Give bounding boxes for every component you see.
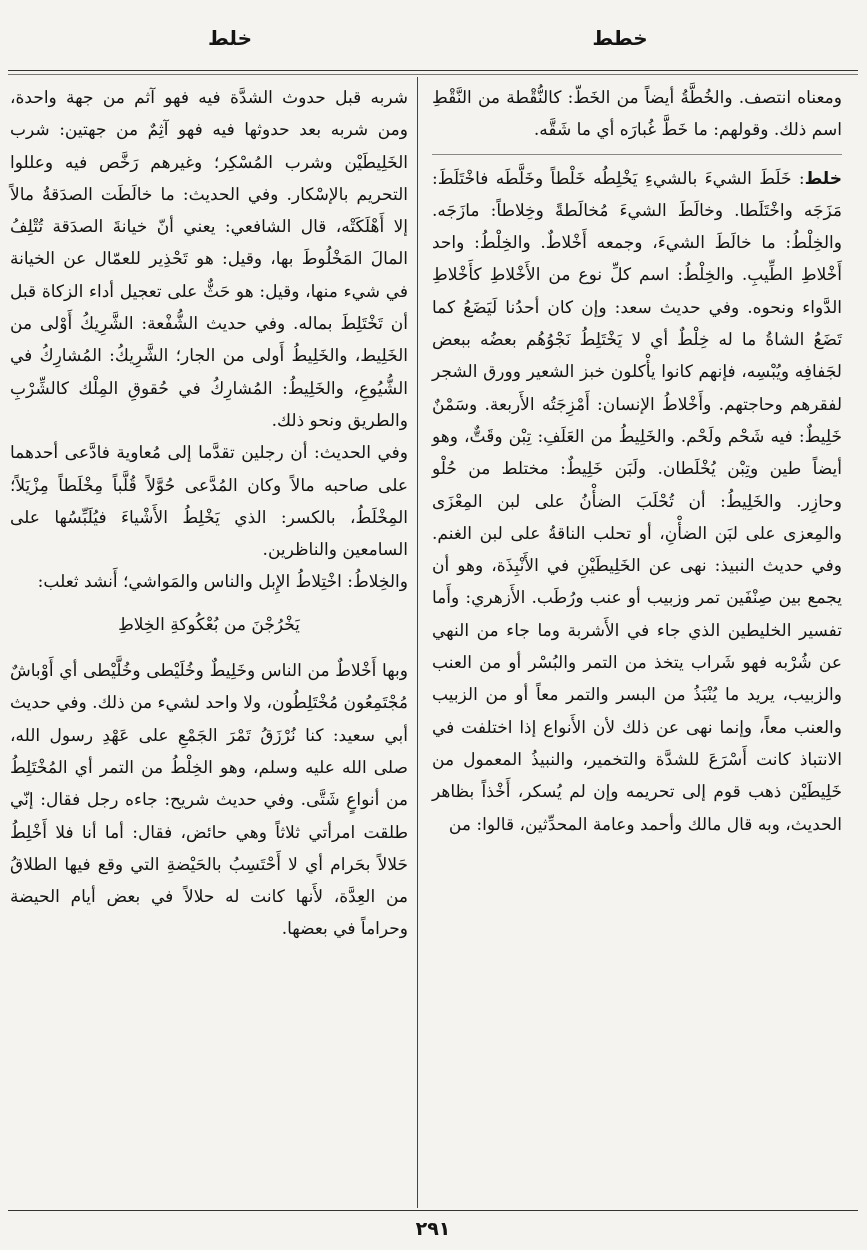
- column-divider: [417, 77, 418, 1208]
- page-number: ٢٩١: [415, 1218, 451, 1240]
- left-column-paragraph-4: وبها أَخْلاطٌ من الناس وخَلِيطٌ وخُلَيْطى وخُلَّيْطى أي أَوْباشٌ مُجْتَمِعُون مُخْتَلِطُون، ولا واحد لشيء من ذلك. وفي حديث أبي سعيد: كنا نُرْزَقُ تَمْرَ الجَمْعِ على عَهْدِ رسول الله، صلى الله عليه وسلم، وهو الخِلْطُ من التمر أي المُخْتَلِطُ من أنواعٍ شَتَّى. وفي حديث شريح: جاءه رجل فقال: إنّي طلقت امرأتي ثلاثاً وهي حائض، فقال: أما أنا فلا أَخْلِطُ حَلالاً بحَرام أي لا أَحْتَسِبُ بالحَيْضةِ التي وقع فيها الطلاقُ من العِدَّة، لأَنها كانت له حلالاً في بعض أيام الحيضة وحراماً في بعضها.: [10, 661, 408, 940]
- right-column: [432, 82, 842, 841]
- running-head-left: خلط: [208, 26, 252, 50]
- left-column: [10, 82, 408, 946]
- entry-headword: خلط: [804, 168, 842, 189]
- left-column-paragraph-2: وفي الحديث: أن رجلين تقدَّما إلى مُعاوية فادَّعى أحدهما على صاحبه مالاً وكان المُدَّعى حُوَّلاً قُلَّباً مِخْلَطاً مِزْيَلاً؛ المِخْلَطُ، بالكسر: الذي يَخْلِطُ الأَشْياءَ فيُلَبِّسُها على السامعين والناظرين.: [10, 443, 408, 561]
- left-column-paragraph-3: والخِلاطُ: اخْتِلاطُ الإِبل والناس والمَواشي؛ أَنشد ثعلب:: [37, 572, 408, 593]
- header-rule: [8, 70, 858, 71]
- running-head-right: خطط: [592, 26, 648, 50]
- entry-body: : خَلَطَ الشيءَ بالشيءِ يَخْلِطُه خَلْطاً وخَلَّطَه فاخْتَلَطَ: مَزَجَه واخْتَلَطا. وخالَطَ الشيءَ مُخالَطةً وخِلاطاً: مازَجَه. والخِلْطُ: ما خالَطَ الشيءَ، وجمعه أَخْلاطٌ. والخِلْطُ: واحد أَخْلاطِ الطِّيبِ. والخِلْطُ: اسم كلِّ نوع من الأَخْلاطِ كأَخْلاطِ الدَّواء ونحوه. وفي حديث سعد: وإن كان أحدُنا لَيَضَعُ كما تَضَعُ الشاةُ ما له خِلْطٌ أي لا يَخْتَلِطُ نَجْوُهُم بعضُه ببعض لجَفافِه ويُبْسِه، فإنهم كانوا يأْكلون خبز الشعير وورق الشجر لفقرهم وحاجتهم. وأَخْلاطُ الإنسان: أَمْزِجَتُه الأَربعة. وسَمْنٌ خَلِيطٌ: فيه شَحْم ولَحْم. والخَلِيطُ من العَلَفِ: تِبْن وقَتٌّ، وهو أيضاً طين وتِبْن يُخْلَطان. ولَبَن خَلِيطٌ: مختلط من حُلْو وحازِر. والخَلِيطُ: أن تُحْلَبَ الضأْنُ على لبن المِعْزَى والمِعزى على لبَن الضأْنِ، أو تحلب الناقةُ على لبن الغنم. وفي حديث النبيذ: نهى عن الخَلِيطَيْنِ في الأَنْبِذَة، وهو أن يجمع بين صِنْفَين تمر وزبيب أو عنب ورُطَب. الأَزهري: وأَما تفسير الخليطين الذي جاء في الأَشربة وما جاء من النهي عن شُرْبه فهو شَراب يتخذ من التمر والبُسْر أو من العنب والزبيب، يريد ما يُنْبَذُ من البسر والتمر معاً أو من الزبيب والعنب معاً، وإنما نهى عن ذلك لأن الأَنواع إذا اختلفت في الانتباذ كانت أَسْرَعَ للشدَّة والتخمير، والنبيذُ المعمول من خَلِيطَيْن ذهب قوم إلى تحريمه وإن لم يُسكر، أَخْذاً بظاهر الحديث، وبه قال مالك وأحمد وعامة المحدِّثين، قالوا: من: [432, 168, 842, 835]
- entry-separator: [432, 154, 842, 155]
- header-rule-secondary: [8, 74, 858, 75]
- right-column-paragraph-1: ومعناه انتصف. والخُطَّةُ أيضاً من الخَطّ: كالنُّقْطة من النَّقْطِ اسم ذلك. وقولهم: ما خَطَّ غُبارَه أي ما شَقَّه.: [432, 88, 842, 141]
- poetry-verse: يَخْرُجْنَ من بُعْكُوكةِ الخِلاطِ: [118, 614, 300, 635]
- left-column-paragraph-1: شربه قبل حدوث الشدَّة فيه فهو آثم من جهة واحدة، ومن شربه بعد حدوثها فيه فهو آثِمٌ من جهتين: شرب الخَلِيطَيْن وشرب المُسْكِر؛ وغيرهم رَخَّص فيه وعللوا التحريم بالإسْكار. وفي الحديث: ما خالَطَت الصدَقةُ مالاً إلا أَهْلَكَتْه، قال الشافعي: يعني أنّ خيانةَ الصدَقة تُتْلِفُ المالَ المَخْلُوطَ بها، وقيل: هو تَحْذِير للعمّال عن الخيانة في شيء منها، وقيل: هو حَثٌّ على تعجيل أداء الزكاة قبل أن تَخْتَلِطَ بماله. وفي حديث الشُّفْعة: الشَّرِيكُ أَوْلى من الخَلِيط، والخَلِيطُ أَولى من الجار؛ الشَّرِيكُ: المُشارِكُ في الشُّيُوعِ، والخَلِيطُ: المُشارِكُ في حُقوقِ المِلْك كالشِّرْبِ والطريق ونحو ذلك.: [10, 88, 408, 431]
- right-column-entry: [432, 163, 842, 841]
- footer-rule: [8, 1210, 858, 1211]
